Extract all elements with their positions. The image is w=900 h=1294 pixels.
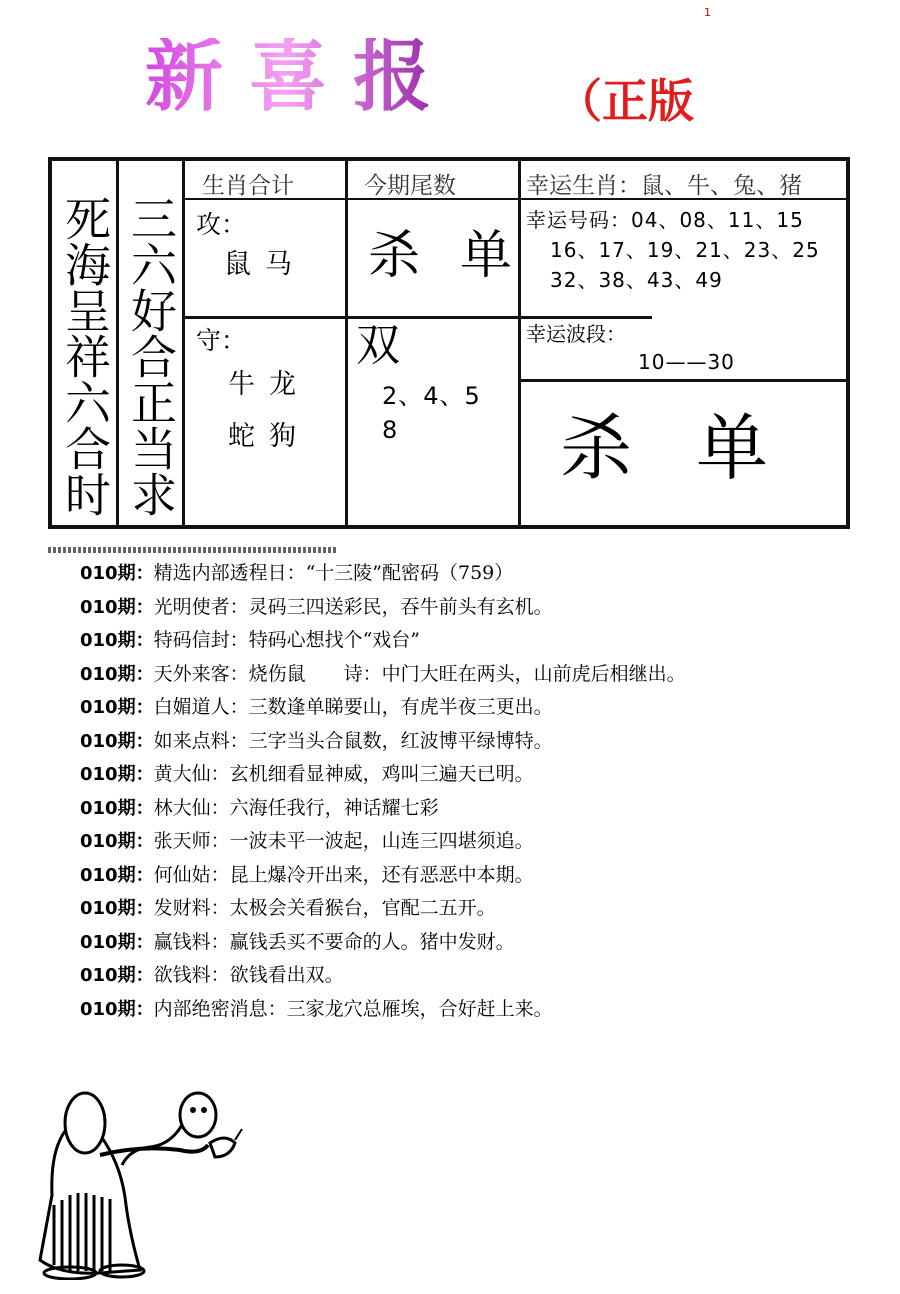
tail-even-numbers-2: 8 — [382, 416, 399, 444]
header-tail-digits: 今期尾数 — [364, 173, 456, 199]
slogan-left: 死海呈祥六合时 — [58, 195, 112, 517]
tip-issue: 010期： — [80, 596, 154, 618]
tip-item — [80, 692, 870, 726]
tip-text: 欲钱料：欲钱看出双。 — [153, 964, 344, 986]
big-kill: 杀单 — [560, 406, 833, 490]
tip-issue: 010期： — [80, 998, 154, 1020]
prediction-table — [48, 157, 850, 529]
tip-item — [80, 960, 870, 994]
tip-issue: 010期： — [80, 697, 154, 718]
masthead-edition: （正版 — [556, 74, 694, 128]
header-lucky-zodiac: 幸运生肖：鼠、牛、兔、猪 — [526, 173, 802, 199]
table-divider — [116, 161, 119, 525]
tip-text: 如来点料：三字当头合鼠数，红波博平绿博特。 — [153, 729, 553, 752]
tips-list — [80, 558, 870, 1027]
defend-line1: 牛龙 — [228, 369, 310, 400]
tip-issue: 010期： — [80, 931, 154, 953]
defend-line2: 蛇狗 — [228, 421, 310, 452]
tip-item — [80, 759, 870, 793]
tip-issue: 010期： — [80, 831, 154, 852]
tip-text: 林大仙：六海任我行，神话耀七彩 — [153, 796, 439, 819]
tip-text: 白媚道人：三数逢单睇要山，有虎半夜三更出。 — [153, 696, 553, 718]
tip-issue: 010期： — [80, 965, 154, 986]
page-number: 1 — [704, 6, 711, 19]
table-divider — [518, 161, 521, 525]
tip-item — [80, 625, 870, 659]
lucky-wave-label: 幸运波段： — [526, 322, 626, 346]
tip-issue: 010期： — [80, 663, 154, 685]
tip-issue: 010期： — [80, 730, 154, 752]
tip-text: 黄大仙：玄机细看显神威，鸡叫三遍天已明。 — [153, 763, 534, 785]
tip-item — [80, 860, 870, 894]
masthead-title: 新喜报 — [145, 31, 458, 122]
tip-item — [80, 893, 870, 927]
cartoon-figure-illustration — [30, 1085, 260, 1280]
lucky-numbers-first: 04、08、11、15 — [631, 208, 804, 232]
table-divider — [182, 161, 185, 525]
tip-item — [80, 659, 870, 693]
lucky-wave-range: 10——30 — [638, 350, 735, 374]
tip-issue: 010期： — [80, 898, 154, 919]
lucky-numbers-line1 — [526, 209, 804, 232]
header-zodiac-total: 生肖合计 — [202, 173, 294, 199]
tip-text: 张天师：一波未平一波起，山连三四堪须追。 — [153, 830, 534, 852]
tip-text: 赢钱料：赢钱丢买不要命的人。猪中发财。 — [153, 930, 515, 953]
tail-kill: 杀单 — [368, 226, 553, 286]
tip-issue: 010期： — [80, 764, 154, 785]
tip-text: 特码信封：特码心想找个“戏台” — [153, 629, 421, 651]
tip-issue: 010期： — [80, 630, 154, 651]
tip-issue: 010期： — [80, 797, 154, 819]
tip-issue: 010期： — [80, 864, 154, 886]
tip-text: 天外来客：烧伤鼠 诗：中门大旺在两头，山前虎后相继出。 — [153, 662, 686, 685]
defend-label: 守： — [196, 326, 247, 355]
table-divider — [518, 379, 846, 382]
tip-item — [80, 826, 870, 860]
lucky-numbers-line3: 32、38、43、49 — [550, 268, 723, 292]
attack-label: 攻： — [196, 210, 247, 239]
slogan-right: 三六好合正当求 — [124, 195, 178, 517]
tail-even-label: 双 — [356, 320, 400, 371]
tip-text: 光明使者：灵码三四送彩民，吞牛前头有玄机。 — [153, 595, 553, 618]
tip-item — [80, 558, 870, 592]
tip-text: 发财料：太极会关看猴台，官配二五开。 — [153, 897, 496, 919]
tip-item — [80, 994, 870, 1028]
tail-even-numbers: 2、4、5 — [382, 382, 481, 410]
table-divider — [182, 316, 652, 319]
tip-item — [80, 726, 870, 760]
table-divider — [345, 161, 348, 525]
attack-animals: 鼠马 — [224, 249, 306, 280]
tip-text: 精选内部透程日：“十三陵”配密码（759） — [153, 562, 514, 584]
scan-noise-bar — [48, 547, 338, 553]
tip-issue: 010期： — [80, 563, 154, 584]
lucky-numbers-label: 幸运号码： — [526, 208, 631, 232]
tip-text: 何仙姑：昆上爆冷开出来，还有恶恶中本期。 — [153, 863, 534, 886]
tip-item — [80, 793, 870, 827]
tip-text: 内部绝密消息：三家龙穴总雁埃，合好赶上来。 — [153, 997, 553, 1020]
lucky-numbers-line2: 16、17、19、21、23、25 — [550, 238, 820, 262]
tip-item — [80, 927, 870, 961]
tip-item — [80, 592, 870, 626]
